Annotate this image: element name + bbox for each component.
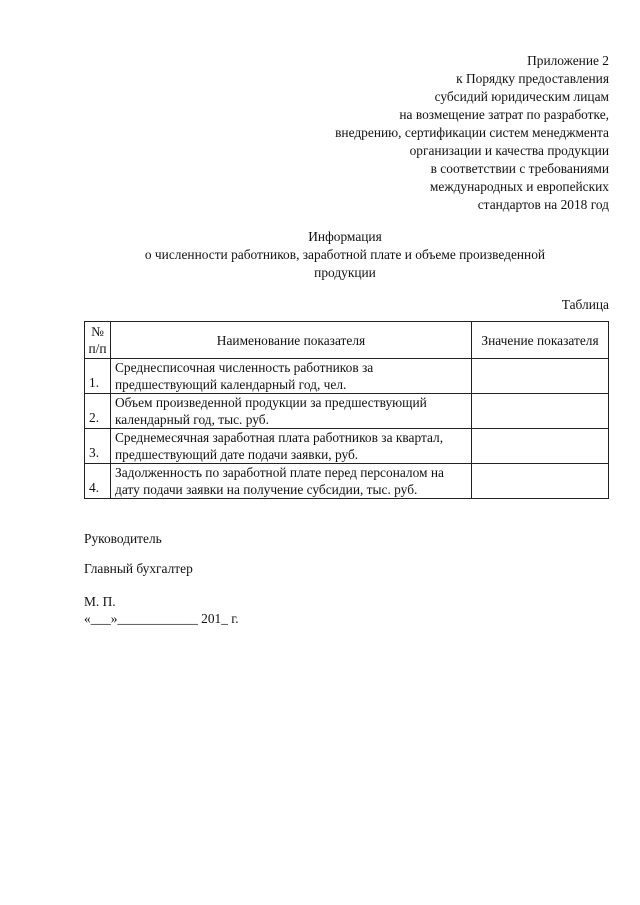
appendix-line: стандартов на 2018 год <box>477 197 609 212</box>
table-row <box>85 464 609 499</box>
row-num: 2. <box>85 394 111 429</box>
stamp-place: М. П. <box>84 594 116 609</box>
row-value <box>472 429 609 464</box>
table-row <box>85 359 609 394</box>
appendix-line: организации и качества продукции <box>409 143 609 158</box>
info-table <box>84 321 609 499</box>
table-row <box>85 429 609 464</box>
table-header-row <box>85 322 609 359</box>
title-heading: Информация <box>308 229 382 244</box>
appendix-line: в соответствии с требованиями <box>430 161 609 176</box>
appendix-line: к Порядку предоставления <box>456 71 609 86</box>
appendix-line: международных и европейских <box>429 179 609 194</box>
document-title <box>95 228 595 282</box>
appendix-line: Приложение 2 <box>527 53 609 68</box>
header-num: № п/п <box>85 322 111 359</box>
title-subtitle-line2: продукции <box>314 265 376 280</box>
row-name: Среднесписочная численность работников за предшествующий календарный год, чел. <box>111 359 472 394</box>
row-num: 4. <box>85 464 111 499</box>
appendix-line: внедрению, сертификации систем менеджмента <box>335 125 609 140</box>
row-num: 1. <box>85 359 111 394</box>
header-name: Наименование показателя <box>111 322 472 359</box>
row-name: Задолженность по заработной плате перед персоналом на дату подачи заявки на получение субсидии, тыс. руб. <box>111 464 472 499</box>
row-name: Среднемесячная заработная плата работников за квартал, предшествующий дате подачи заявки, руб. <box>111 429 472 464</box>
appendix-line: на возмещение затрат по разработке, <box>399 107 609 122</box>
appendix-line: субсидий юридическим лицам <box>434 89 609 104</box>
row-num: 3. <box>85 429 111 464</box>
signature-accountant: Главный бухгалтер <box>84 561 193 576</box>
date-line: «___»____________ 201_ г. <box>84 611 239 626</box>
appendix-header <box>335 52 609 214</box>
header-value: Значение показателя <box>472 322 609 359</box>
title-subtitle-line1: о численности работников, заработной плате и объеме произведенной <box>144 247 546 262</box>
row-value <box>472 464 609 499</box>
row-value <box>472 394 609 429</box>
row-name: Объем произведенной продукции за предшествующий календарный год, тыс. руб. <box>111 394 472 429</box>
table-row <box>85 394 609 429</box>
row-value <box>472 359 609 394</box>
signature-head: Руководитель <box>84 531 162 546</box>
table-caption: Таблица <box>561 297 609 312</box>
